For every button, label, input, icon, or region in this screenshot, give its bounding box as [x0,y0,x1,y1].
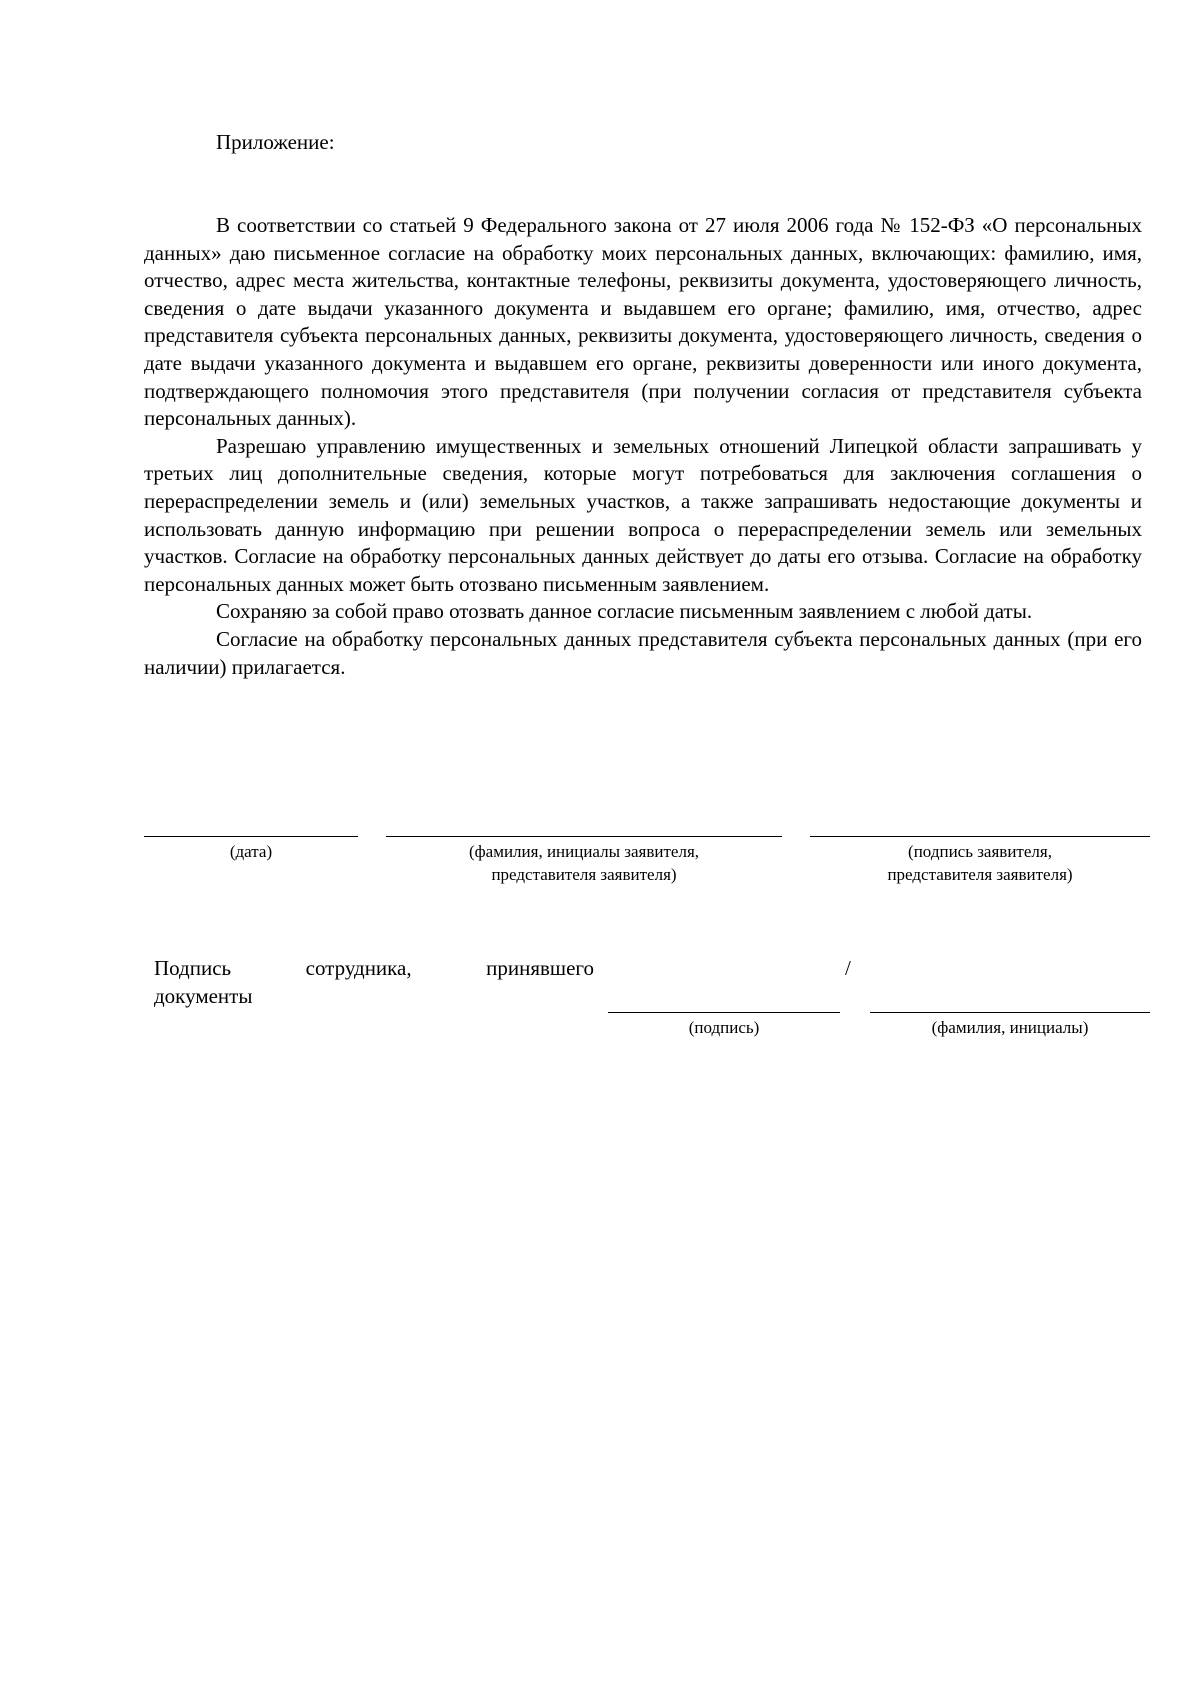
staff-label: Подпись сотрудника, принявшего документы [154,956,594,1008]
consent-text [144,212,1142,681]
date-field [144,836,358,863]
applicant-signature-field [810,836,1150,886]
staff-signature-caption: (подпись) [688,1018,760,1037]
paragraph-permission: Разрешаю управлению имущественных и земельных отношений Липецкой области запрашивать у третьих лиц дополнительные сведения, которые могут потребоваться для заключения соглашения о перераспределении земель и (или) земельных участков, а также запрашивать недостающие документы и использовать данную информацию при решении вопроса о перераспределении земель или земельных участков. Согласие на обработку персональных данных действует до даты его отзыва. Согласие на обработку персональных данных может быть отозвано письменным заявлением. [144,433,1142,596]
paragraph-consent: В соответствии со статьей 9 Федерального закона от 27 июля 2006 года № 152-ФЗ «О персональных данных» даю письменное согласие на обработку моих персональных данных, включающих: фамилию, имя, отчество, адрес места жительства, контактные телефоны, реквизиты документа, удостоверяющего личность, сведения о дате выдачи указанного документа и выдавшем его органе; фамилию, имя, отчество, адрес представителя субъекта персональных данных, реквизиты документа, удостоверяющего личность, сведения о дате выдачи указанного документа и выдавшем его органе, реквизиты доверенности или иного документа, подтверждающего полномочия этого представителя (при получении согласия от представителя субъекта персональных данных). [144,213,1142,431]
staff-signature-field [608,1012,840,1039]
applicant-name-field [386,836,782,886]
paragraph-representative: Согласие на обработку персональных данных представителя субъекта персональных данных (при его наличии) прилагается. [144,626,1142,679]
applicant-signature-row [0,836,1200,926]
applicant-signature-caption: (подпись заявителя, представителя заявителя) [887,842,1073,884]
staff-separator: / [845,956,851,980]
appendix-heading: Приложение: [216,130,335,154]
date-caption: (дата) [229,842,273,861]
staff-name-field [870,1012,1150,1039]
applicant-name-caption: (фамилия, инициалы заявителя, представителя заявителя) [468,842,700,884]
paragraph-revocation: Сохраняю за собой право отозвать данное согласие письменным заявлением с любой даты. [216,599,1033,624]
staff-name-caption: (фамилия, инициалы) [931,1018,1089,1037]
